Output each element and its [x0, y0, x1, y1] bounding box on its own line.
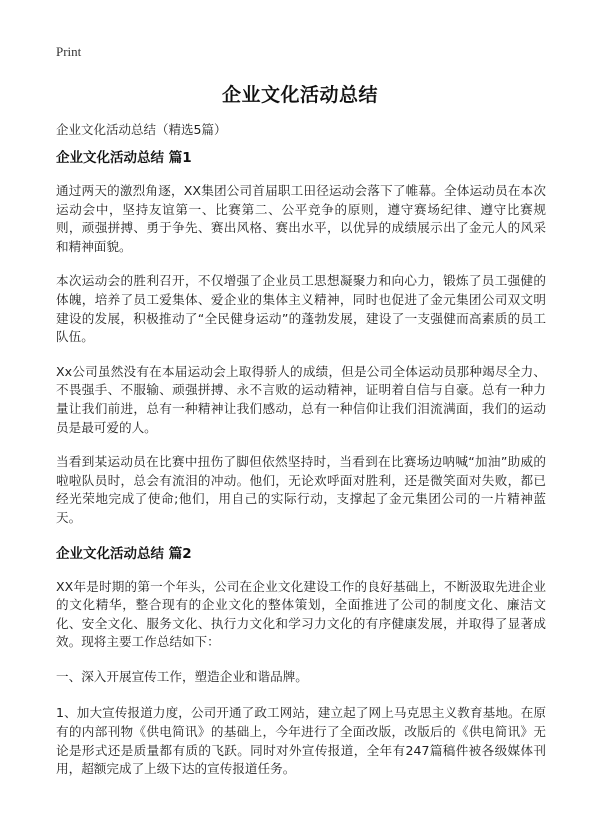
paragraph: Xx公司虽然没有在本届运动会上取得骄人的成绩，但是公司全体运动员那种竭尽全力、不畏强手、不服输、顽强拼搏、永不言败的运动精神，证明着自信与自豪。总有一种力量让我们前进，总有一种精神让我们感动，总有一种信仰让我们泪流满面，我们的运动员是最可爱的人。: [56, 363, 546, 435]
print-label[interactable]: Print: [56, 44, 82, 59]
page-title: 企业文化活动总结: [221, 84, 378, 106]
document-content: [56, 148, 546, 795]
paragraph: XX年是时期的第一个年头，公司在企业文化建设工作的良好基础上，不断汲取先进企业的文化精华，整合现有的企业文化的整体策划，全面推进了公司的制度文化、廉洁文化、安全文化、服务文化、执行力文化和学习力文化的有序健康发展，并取得了显著成效。现将主要工作总结如下：: [56, 578, 546, 650]
paragraph: 当看到某运动员在比赛中扭伤了脚但依然坚持时，当看到在比赛场边呐喊“加油”助威的啦啦队员时，总会有流泪的冲动。他们，无论欢呼面对胜利，还是微笑面对失败，都已经光荣地完成了使命;他们，用自己的实际行动，支撑起了金元集团公司的一片精神蓝天。: [56, 454, 546, 525]
paragraph: 通过两天的激烈角逐，XX集团公司首届职工田径运动会落下了帷幕。全体运动员在本次运动会中，坚持友谊第一、比赛第二、公平竞争的原则，遵守赛场纪律、遵守比赛规则，顽强拼搏、勇于争先、赛出风格、赛出水平，以优异的成绩展示出了金元人的风采和精神面貌。: [56, 183, 546, 254]
section-heading-1: 企业文化活动总结 篇1: [56, 150, 192, 166]
paragraph: 一、深入开展宣传工作，塑造企业和谐品牌。: [56, 668, 308, 684]
paragraph: 1、加大宣传报道力度，公司开通了政工网站，建立起了网上马克思主义教育基地。在原有的内部刊物《供电简讯》的基础上，今年进行了全面改版，改版后的《供电简讯》无论是形式还是质量都有质的飞跃。同时对外宣传报道，全年有247篇稿件被各级媒体刊用，超额完成了上级下达的宣传报道任务。: [56, 705, 546, 777]
paragraph: 本次运动会的胜利召开，不仅增强了企业员工思想凝聚力和向心力，锻炼了员工强健的体魄，培养了员工爱集体、爱企业的集体主义精神，同时也促进了金元集团公司双文明建设的发展，积极推动了“全民健身运动”的蓬勃发展，建设了一支强健而高素质的员工队伍。: [56, 273, 546, 345]
document-subtitle: 企业文化活动总结（精选5篇）: [56, 122, 227, 137]
section-heading-2: 企业文化活动总结 篇2: [56, 545, 192, 562]
